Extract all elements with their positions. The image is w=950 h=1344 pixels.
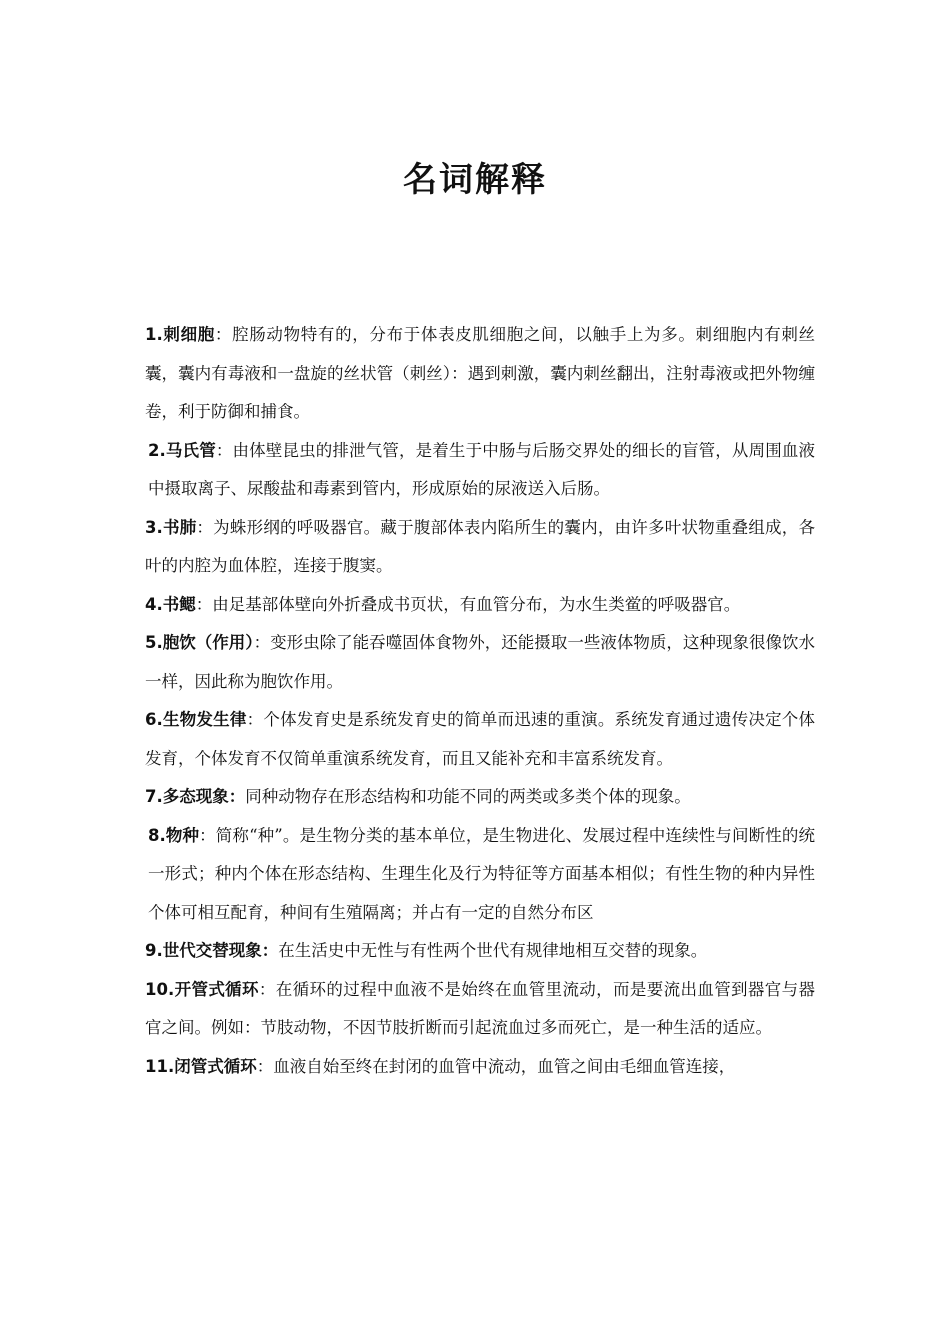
term-definition: 变形虫除了能吞噬固体食物外，还能摄取一些液体物质，这种现象很像饮水一样，因此称为胞饮作用。	[145, 633, 816, 691]
term-label: 11.闭管式循环	[145, 1056, 257, 1076]
term-definition: 为蛛形纲的呼吸器官。藏于腹部体表内陷所生的囊内，由许多叶状物重叠组成，各叶的内腔为血体腔，连接于腹窦。	[145, 517, 816, 575]
term-label: 8.物种	[148, 825, 200, 845]
term-separator: ：	[214, 325, 233, 344]
glossary-entry-11	[145, 1048, 815, 1087]
glossary-entry-2	[145, 432, 815, 509]
term-definition: 在循环的过程中血液不是始终在血管里流动，而是要流出血管到器官与器官之间。例如：节肢动物，不因节肢折断而引起流血过多而死亡，是一种生活的适应。	[145, 979, 816, 1037]
page-title: 名词解释	[403, 160, 547, 200]
glossary-entry-8	[145, 817, 815, 933]
term-label: 6.生物发生律	[145, 710, 247, 729]
term-separator: ：	[196, 517, 214, 537]
term-label: 9.世代交替现象	[145, 941, 262, 960]
glossary-entry-10	[145, 971, 815, 1048]
glossary-entry-6	[145, 701, 815, 778]
glossary-entry-3	[145, 509, 815, 586]
term-definition: 简称“种”。是生物分类的基本单位，是生物进化、发展过程中连续性与间断性的统一形式；种内个体在形态结构、生理生化及行为特征等方面基本相似；有性生物的种内异性个体可相互配育，种间有生殖隔离；并占有一定的自然分布区	[148, 825, 816, 922]
term-definition: 个体发育史是系统发育史的简单而迅速的重演。系统发育通过遗传决定个体发育，个体发育不仅简单重演系统发育，而且又能补充和丰富系统发育。	[145, 710, 816, 768]
term-separator: ：	[258, 979, 276, 999]
term-label: 4.书鳃	[145, 594, 196, 614]
term-label: 2.马氏管	[148, 440, 216, 460]
term-separator: ：	[253, 633, 271, 652]
term-definition: 腔肠动物特有的，分布于体表皮肌细胞之间，以触手上为多。刺细胞内有刺丝囊，囊内有毒液和一盘旋的丝状管（刺丝）：遇到刺激，囊内刺丝翻出，注射毒液或把外物缠卷，利于防御和捕食。	[145, 325, 816, 421]
term-label: 5.胞饮（作用）	[145, 633, 254, 652]
term-separator: ：	[261, 941, 279, 960]
term-definition: 在生活史中无性与有性两个世代有规律地相互交替的现象。	[278, 941, 708, 960]
term-definition: 由体壁昆虫的排泄气管，是着生于中肠与后肠交界处的细长的盲管，从周围血液中摄取离子、尿酸盐和毒素到管内，形成原始的尿液送入后肠。	[148, 440, 816, 498]
glossary-list	[145, 316, 815, 1086]
term-definition: 血液自始至终在封闭的血管中流动，血管之间由毛细血管连接，	[273, 1056, 736, 1076]
term-label: 3.书肺	[145, 517, 197, 537]
term-separator: ：	[246, 710, 264, 729]
glossary-entry-1	[145, 316, 815, 432]
term-separator: ：	[199, 825, 216, 845]
term-separator: ：	[215, 440, 233, 460]
term-label: 7.多态现象	[145, 787, 229, 806]
term-definition: 同种动物存在形态结构和功能不同的两类或多类个体的现象。	[245, 787, 691, 806]
glossary-entry-7	[145, 778, 815, 817]
glossary-entry-4	[145, 586, 815, 625]
term-label: 1.刺细胞	[145, 325, 215, 344]
term-separator: ：	[195, 594, 213, 614]
glossary-entry-5	[145, 624, 815, 701]
term-separator: ：	[228, 787, 246, 806]
term-label: 10.开管式循环	[145, 979, 259, 999]
term-definition: 由足基部体壁向外折叠成书页状，有血管分布，为水生类鲎的呼吸器官。	[212, 594, 741, 614]
term-separator: ：	[256, 1056, 274, 1076]
glossary-entry-9	[145, 932, 815, 971]
